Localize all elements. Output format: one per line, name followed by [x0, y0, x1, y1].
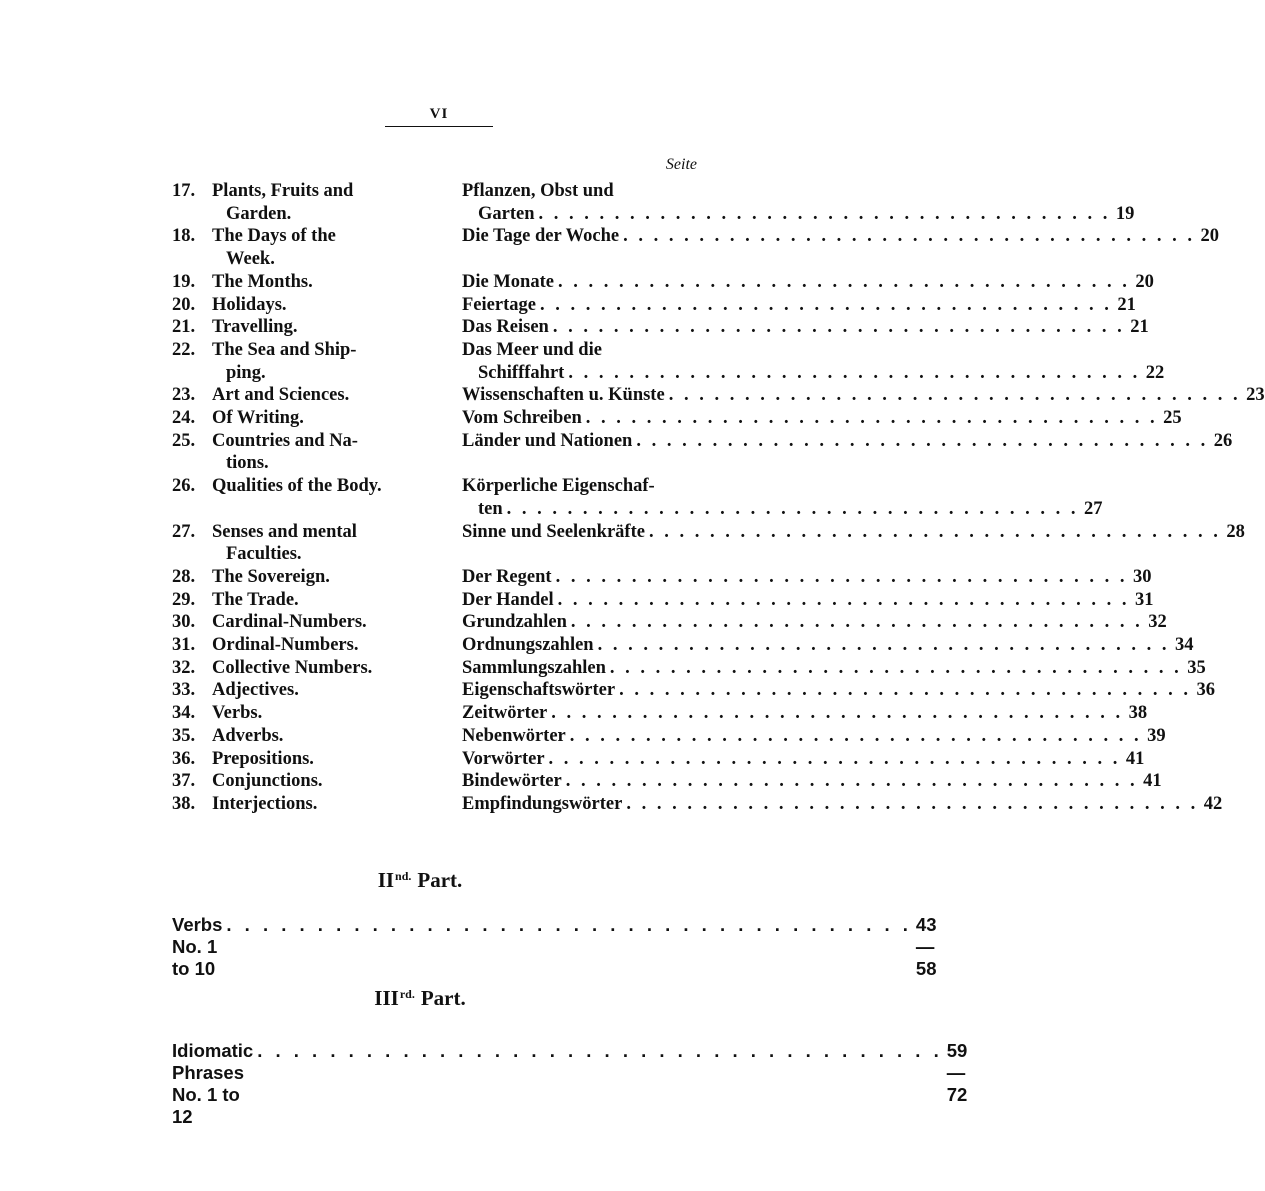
part-three-entry-pages: 59—72 [946, 1040, 968, 1105]
toc-number: 24. [172, 408, 196, 429]
toc-english-line: The Trade. [212, 589, 299, 610]
toc-german-line: Körperliche Eigenschaf- [462, 476, 655, 497]
toc-english-line: Week. [226, 249, 275, 270]
toc-number: 27. [172, 521, 196, 542]
toc-number: 38. [172, 793, 196, 814]
toc-leader [610, 657, 1182, 680]
toc-page-number: 41 [1143, 771, 1162, 792]
toc-english-line: The Sovereign. [212, 566, 330, 587]
toc-german-line: Grundzahlen [462, 612, 567, 633]
toc-german-line: Der Regent [462, 566, 552, 587]
toc-page-number: 32 [1148, 612, 1167, 633]
toc-english-line: Prepositions. [212, 748, 314, 769]
toc-page-number: 42 [1203, 793, 1223, 814]
toc-row [172, 294, 1136, 317]
toc-german-line: Bindewörter [462, 771, 562, 792]
toc-row [172, 702, 1148, 725]
toc-english-title [212, 702, 462, 725]
toc-row [172, 475, 1103, 520]
toc-german-title [462, 294, 1136, 317]
toc-german-title [462, 611, 1167, 634]
toc-leader [551, 702, 1123, 725]
toc-german-title [462, 634, 1193, 657]
seite-label: Seite [665, 156, 697, 173]
toc-page-number: 34 [1174, 635, 1194, 656]
toc-german-line: Sammlungszahlen [462, 657, 606, 678]
toc-english-line: Verbs. [212, 703, 263, 724]
toc-english-line: Adverbs. [212, 725, 284, 746]
toc-leader [507, 498, 1079, 521]
part-three-leader [257, 1040, 943, 1062]
toc-german-title [462, 589, 1154, 612]
toc-row [172, 339, 1165, 384]
toc-leader [568, 362, 1140, 385]
toc-english-line: Countries and Na- [212, 430, 358, 451]
page-number: VI [429, 106, 449, 122]
toc-leader [540, 294, 1112, 317]
toc-number: 19. [172, 271, 196, 292]
toc-leader [598, 634, 1170, 657]
toc-page-number: 25 [1163, 408, 1182, 429]
toc-row [172, 793, 1223, 816]
toc-page-number: 30 [1132, 566, 1152, 587]
toc-number: 18. [172, 226, 196, 247]
toc-english-title [212, 748, 462, 771]
toc-english-title [212, 180, 462, 225]
toc-english-line: Art and Sciences. [212, 385, 350, 406]
toc-leader [649, 521, 1221, 544]
toc-row [172, 611, 1167, 634]
toc-leader [636, 430, 1208, 453]
toc-leader [626, 793, 1198, 816]
toc-english-title [212, 725, 462, 748]
toc-row [172, 634, 1194, 657]
toc-german-title [462, 384, 1265, 407]
toc-german-line: Feiertage [462, 294, 536, 315]
toc-page-number: 41 [1125, 748, 1145, 769]
toc-english-line: Collective Numbers. [212, 657, 373, 678]
toc-row [172, 316, 1149, 339]
toc-german-title [462, 657, 1206, 680]
part-three-roman: III [374, 986, 399, 1010]
toc-english-line: Holidays. [212, 294, 287, 315]
toc-row [172, 657, 1206, 680]
toc-page-number: 36 [1196, 680, 1215, 701]
toc-number: 21. [172, 317, 196, 338]
toc-german-line: ten [478, 498, 503, 519]
toc-page-number: 35 [1187, 657, 1206, 678]
toc-english-line: The Sea and Ship- [212, 339, 357, 360]
toc-leader [556, 566, 1128, 589]
toc-number: 20. [172, 294, 196, 315]
toc-leader [571, 611, 1143, 634]
part-three-entry-title: Idiomatic Phrases No. 1 to 12 [172, 1040, 254, 1127]
toc-german-title [462, 339, 1164, 384]
toc-row [172, 225, 1219, 270]
toc-row [172, 770, 1162, 793]
toc-german-line: Wissenschaften u. Künste [462, 385, 665, 406]
toc-german-line: Das Meer und die [462, 339, 602, 360]
toc-page-number: 28 [1226, 521, 1245, 542]
toc-row [172, 271, 1154, 294]
toc-german-title [462, 475, 1103, 520]
toc-page-number: 20 [1135, 271, 1154, 292]
toc-number: 30. [172, 612, 196, 633]
toc-english-title [212, 521, 462, 566]
toc-row [172, 679, 1215, 702]
toc-english-line: Of Writing. [212, 408, 304, 429]
toc-english-title [212, 634, 462, 657]
toc-leader [623, 225, 1195, 248]
toc-row [172, 725, 1166, 748]
toc-english-line: Ordinal-Numbers. [212, 635, 359, 656]
toc-number: 36. [172, 748, 196, 769]
toc-german-title [462, 702, 1147, 725]
toc-leader [570, 725, 1142, 748]
toc-page-number: 39 [1147, 725, 1166, 746]
toc-number: 26. [172, 476, 196, 497]
toc-german-title [462, 225, 1219, 248]
toc-number: 25. [172, 430, 196, 451]
toc-german-line: Sinne und Seelenkräfte [462, 521, 645, 542]
toc-number: 28. [172, 566, 196, 587]
toc-english-title [212, 225, 462, 270]
toc-english-line: The Days of the [212, 226, 336, 247]
header-rule [385, 126, 493, 127]
toc-leader [558, 271, 1130, 294]
part-two-roman: II [377, 868, 395, 892]
toc-english-title [212, 611, 462, 634]
toc-english-title [212, 294, 462, 317]
toc-leader [549, 748, 1121, 771]
toc-number: 31. [172, 635, 196, 656]
toc-english-title [212, 679, 462, 702]
toc-english-line: Qualities of the Body. [212, 476, 382, 497]
toc-leader [558, 589, 1130, 612]
toc-number: 34. [172, 703, 196, 724]
toc-german-line: Die Monate [462, 271, 554, 292]
toc-number: 23. [172, 385, 196, 406]
toc-german-title [462, 430, 1232, 453]
toc-english-line: Senses and mental [212, 521, 357, 542]
toc-german-line: Garten [478, 203, 535, 224]
toc-german-line: Empfindungswörter [462, 793, 623, 814]
table-of-contents [172, 180, 1265, 816]
toc-row [172, 384, 1265, 407]
toc-english-line: tions. [226, 453, 269, 474]
part-two-suffix: nd. [395, 869, 412, 883]
toc-page-number: 19 [1115, 203, 1135, 224]
part-two-heading [0, 868, 840, 893]
toc-row [172, 521, 1245, 566]
toc-german-title [462, 748, 1144, 771]
toc-page-number: 27 [1084, 498, 1103, 519]
toc-row [172, 566, 1152, 589]
toc-german-title [462, 679, 1215, 702]
toc-german-title [462, 271, 1154, 294]
toc-english-line: Travelling. [212, 317, 298, 338]
toc-english-title [212, 793, 462, 816]
toc-leader [586, 407, 1158, 430]
toc-page-number: 22 [1145, 362, 1165, 383]
toc-row [172, 430, 1233, 475]
toc-english-title [212, 430, 462, 475]
toc-leader [669, 384, 1241, 407]
toc-number: 33. [172, 680, 196, 701]
toc-number: 35. [172, 725, 196, 746]
toc-number: 32. [172, 657, 196, 678]
part-two-leader [226, 914, 912, 936]
toc-row [172, 180, 1135, 225]
toc-page-number: 38 [1128, 703, 1148, 724]
toc-german-line: Eigenschaftswörter [462, 680, 616, 701]
toc-page-number: 20 [1200, 226, 1219, 247]
toc-english-title [212, 316, 462, 339]
toc-english-line: Cardinal-Numbers. [212, 612, 367, 633]
toc-german-line: Nebenwörter [462, 725, 566, 746]
part-two-entry [172, 914, 937, 980]
toc-english-line: Interjections. [212, 793, 318, 814]
toc-german-title [462, 566, 1151, 589]
toc-english-title [212, 589, 462, 612]
toc-english-title [212, 566, 462, 589]
part-three-entry [172, 1040, 968, 1128]
toc-english-title [212, 407, 462, 430]
toc-row [172, 748, 1145, 771]
toc-number: 29. [172, 589, 196, 610]
part-three-heading [0, 986, 840, 1011]
toc-english-title [212, 384, 462, 407]
toc-german-line: Die Tage der Woche [462, 226, 620, 247]
toc-german-title [462, 521, 1245, 544]
part-three-suffix: rd. [399, 987, 415, 1001]
toc-page-number: 21 [1130, 317, 1149, 338]
toc-leader [553, 316, 1125, 339]
toc-english-line: Adjectives. [212, 680, 299, 701]
toc-german-line: Der Handel [462, 589, 554, 610]
part-three-word: Part. [420, 986, 466, 1010]
toc-english-title [212, 271, 462, 294]
toc-row [172, 589, 1154, 612]
toc-german-title [462, 725, 1166, 748]
toc-english-line: Conjunctions. [212, 771, 323, 792]
part-two-entry-title: Verbs No. 1 to 10 [172, 914, 223, 979]
toc-german-line: Zeitwörter [462, 703, 548, 724]
toc-page-number: 31 [1135, 589, 1154, 610]
toc-german-title [462, 770, 1162, 793]
toc-german-line: Das Reisen [462, 317, 549, 338]
toc-german-line: Vorwörter [462, 748, 545, 769]
toc-page-number: 23 [1246, 385, 1265, 406]
toc-number: 17. [172, 181, 196, 201]
toc-leader [619, 679, 1191, 702]
toc-leader [539, 203, 1111, 226]
part-two-word: Part. [417, 868, 463, 892]
toc-english-title [212, 475, 462, 498]
toc-english-title [212, 339, 462, 384]
toc-german-title [462, 793, 1222, 816]
toc-page-number: 26 [1213, 430, 1233, 451]
toc-german-title [462, 407, 1182, 430]
toc-german-line: Vom Schreiben [462, 408, 582, 429]
toc-german-title [462, 316, 1149, 339]
toc-english-line: ping. [226, 362, 266, 383]
toc-number: 22. [172, 339, 196, 360]
toc-leader [566, 770, 1138, 793]
toc-english-line: Garden. [226, 203, 292, 224]
toc-german-title [462, 180, 1134, 225]
toc-german-line: Pflanzen, Obst und [462, 181, 614, 201]
toc-page-number: 21 [1117, 294, 1136, 315]
toc-english-line: Plants, Fruits and [212, 181, 354, 201]
toc-german-line: Ordnungszahlen [462, 635, 594, 656]
toc-english-line: Faculties. [226, 544, 302, 565]
toc-number: 37. [172, 771, 196, 792]
part-two-entry-pages: 43—58 [915, 914, 937, 979]
toc-german-line: Länder und Nationen [462, 430, 633, 451]
toc-row [172, 407, 1182, 430]
toc-english-title [212, 770, 462, 793]
toc-english-title [212, 657, 462, 680]
toc-english-line: The Months. [212, 271, 313, 292]
toc-german-line: Schifffahrt [478, 362, 565, 383]
